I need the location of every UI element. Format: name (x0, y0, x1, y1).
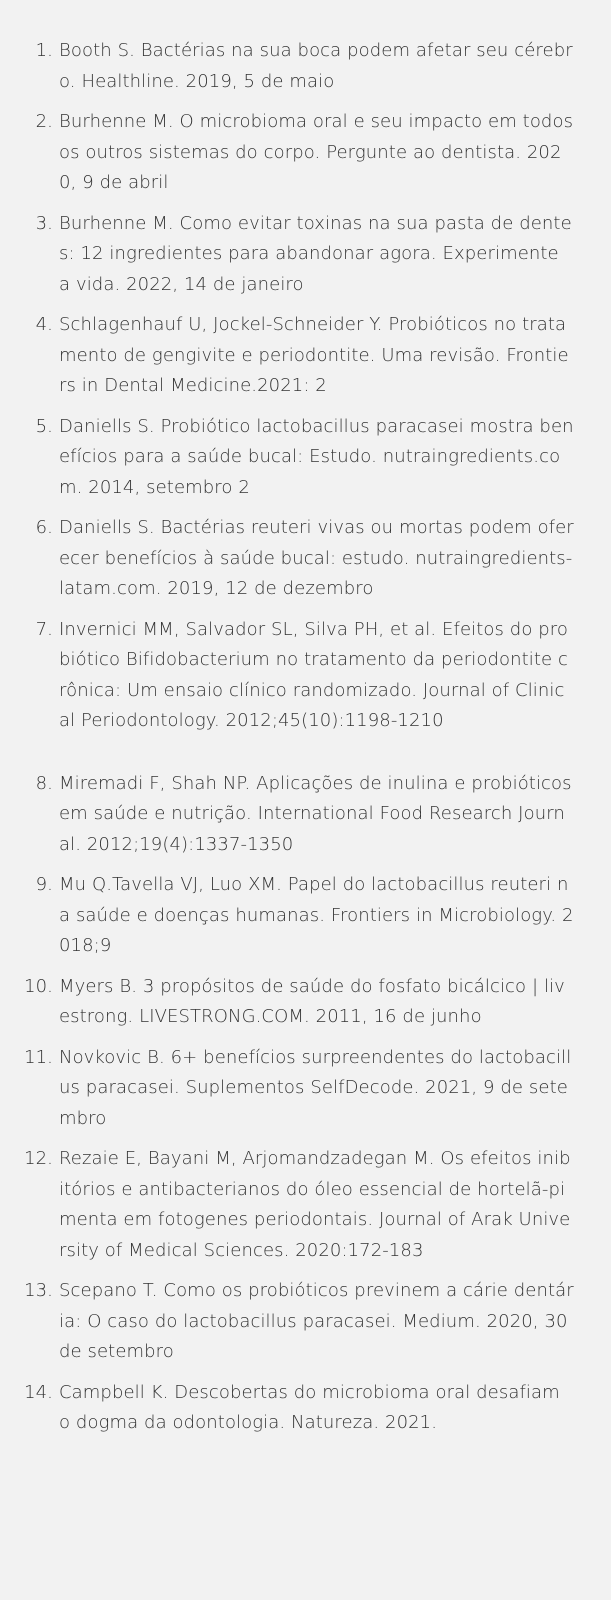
reference-number: 1. (35, 40, 53, 61)
reference-number: 3. (35, 212, 53, 234)
reference-text: Mu Q.Tavella VJ, Luo XM. Papel do lactobacillus reuteri na saúde e doenças humanas. Frontiers in Microbiology. 2018;9 (59, 874, 574, 956)
reference-number: 13. (24, 1280, 53, 1301)
reference-number: 8. (35, 772, 53, 794)
reference-item (0, 615, 575, 737)
reference-text: Scepano T. Como os probióticos previnem a cárie dentária: O caso do lactobacillus paracasei. Medium. 2020, 30 de setembro (59, 1280, 574, 1362)
reference-item (0, 769, 575, 861)
reference-item (0, 1276, 575, 1368)
reference-text: Burhenne M. O microbioma oral e seu impacto em todos os outros sistemas do corpo. Pergunte ao dentista. 2020, 9 de abril (59, 111, 574, 193)
reference-number: 12. (24, 1148, 53, 1169)
reference-text: Rezaie E, Bayani M, Arjomandzadegan M. Os efeitos inibitórios e antibacterianos do óleo essencial de hortelã-pimenta em fotogenes periodontais. Journal of Arak University of Medical Sciences. 2020:172-183 (59, 1148, 571, 1261)
reference-item (0, 1378, 575, 1439)
reference-text: Booth S. Bactérias na sua boca podem afetar seu cérebro. Healthline. 2019, 5 de maio (59, 40, 573, 92)
reference-number: 9. (35, 874, 53, 895)
reference-text: Daniells S. Bactérias reuteri vivas ou mortas podem oferecer benefícios à saúde bucal: estudo. nutraingredients-latam.com. 2019, 12 de dezembro (59, 517, 574, 599)
reference-text: Campbell K. Descobertas do microbioma oral desafiam o dogma da odontologia. Natureza. 2021. (59, 1381, 560, 1433)
reference-text: Myers B. 3 propósitos de saúde do fosfato bicálcico | livestrong. LIVESTRONG.COM. 2011, 16 de junho (59, 975, 565, 1027)
reference-number: 6. (35, 517, 53, 538)
reference-item (0, 107, 575, 199)
reference-item (0, 209, 575, 301)
reference-text: Burhenne M. Como evitar toxinas na sua pasta de dentes: 12 ingredientes para abandonar agora. Experimente a vida. 2022, 14 de janeiro (59, 212, 572, 295)
reference-number: 5. (35, 415, 53, 437)
reference-item (0, 412, 575, 504)
reference-item (0, 1043, 575, 1135)
reference-text: Miremadi F, Shah NP. Aplicações de inulina e probióticos em saúde e nutrição. International Food Research Journal. 2012;19(4):1337-1350 (59, 772, 572, 855)
reference-text: Daniells S. Probiótico lactobacillus paracasei mostra benefícios para a saúde bucal: Estudo. nutraingredients.com. 2014, setembro 2 (59, 415, 574, 498)
reference-item (0, 1144, 575, 1266)
reference-text: Invernici MM, Salvador SL, Silva PH, et al. Efeitos do probiótico Bifidobacterium no tratamento da periodontite crônica: Um ensaio clínico randomizado. Journal of Clinical Periodontology. 2012;45(10):1198-1210 (59, 618, 569, 731)
reference-text: Novkovic B. 6+ benefícios surpreendentes do lactobacillus paracasei. Suplementos SelfDecode. 2021, 9 de setembro (59, 1046, 572, 1129)
reference-number: 14. (24, 1381, 53, 1403)
reference-number: 2. (35, 111, 53, 132)
reference-number: 10. (24, 975, 53, 997)
reference-item (0, 310, 575, 402)
reference-text: Schlagenhauf U, Jockel-Schneider Y. Probióticos no tratamento de gengivite e periodontite. Uma revisão. Frontiers in Dental Medicine.2021: 2 (59, 314, 569, 396)
reference-item (0, 870, 575, 962)
reference-number: 11. (24, 1046, 53, 1068)
reference-number: 4. (35, 314, 53, 335)
reference-item (0, 36, 575, 97)
reference-list (0, 36, 575, 1439)
reference-number: 7. (35, 618, 53, 640)
reference-item (0, 513, 575, 605)
reference-item (0, 972, 575, 1033)
